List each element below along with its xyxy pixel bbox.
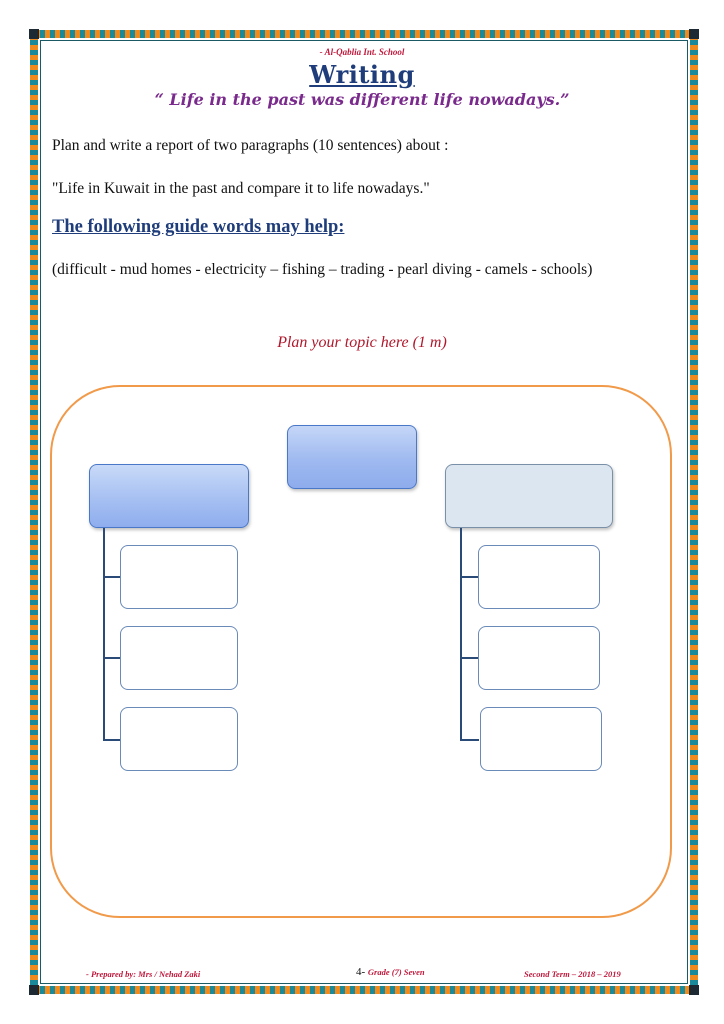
instruction-line-2: "Life in Kuwait in the past and compare it to life nowadays.": [52, 180, 430, 197]
left-connector-branch: [103, 657, 121, 659]
right-connector-branch: [460, 657, 479, 659]
left-connector-trunk: [103, 528, 105, 740]
guide-heading: The following guide words may help:: [52, 217, 345, 237]
left-connector-branch: [103, 576, 121, 578]
left-detail-box-2[interactable]: [120, 626, 238, 690]
corner-ornament: [689, 29, 699, 39]
border-right: [690, 30, 698, 994]
left-detail-box-1[interactable]: [120, 545, 238, 609]
topic-box[interactable]: [287, 425, 417, 489]
plan-label: Plan your topic here (1 m): [277, 334, 447, 351]
right-detail-box-1[interactable]: [478, 545, 600, 609]
right-connector-trunk: [460, 528, 462, 740]
topic-quote: “ Life in the past was different life nowadays.”: [154, 90, 570, 109]
right-detail-box-3[interactable]: [480, 707, 602, 771]
page-title: Writing: [309, 60, 415, 89]
left-detail-box-3[interactable]: [120, 707, 238, 771]
guide-words: (difficult - mud homes - electricity – fishing – trading - pearl diving - camels - schools): [52, 261, 593, 278]
right-heading-box[interactable]: [445, 464, 613, 528]
border-bottom: [30, 986, 698, 994]
page-number: 4-: [356, 966, 366, 978]
corner-ornament: [689, 985, 699, 995]
instruction-line-1: Plan and write a report of two paragraphs (10 sentences) about :: [52, 137, 449, 154]
corner-ornament: [29, 985, 39, 995]
right-connector-branch: [460, 576, 479, 578]
right-detail-box-2[interactable]: [478, 626, 600, 690]
footer-term: Second Term – 2018 – 2019: [524, 969, 621, 979]
right-connector-branch: [460, 739, 479, 741]
border-top: [30, 30, 698, 38]
footer-page: [356, 966, 425, 978]
footer-grade: Grade (7) Seven: [367, 967, 425, 977]
left-heading-box[interactable]: [89, 464, 249, 528]
school-name: - Al-Qablia Int. School: [319, 47, 405, 57]
corner-ornament: [29, 29, 39, 39]
footer-prepared-by: - Prepared by: Mrs / Nehad Zaki: [86, 969, 201, 979]
border-left: [30, 30, 38, 994]
left-connector-branch: [103, 739, 121, 741]
